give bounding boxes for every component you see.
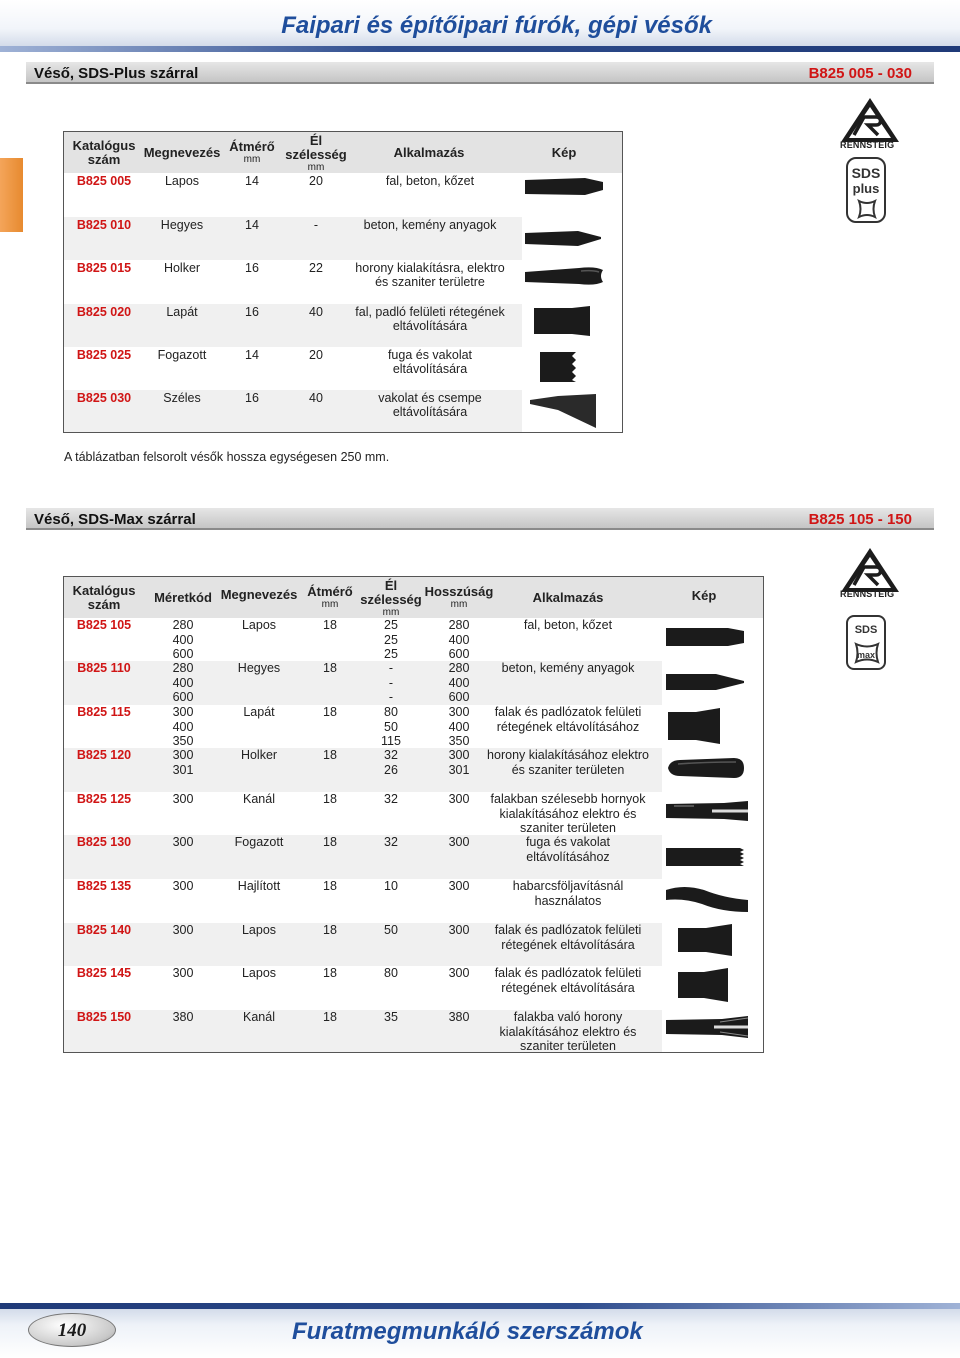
product-name: Hajlított	[237, 879, 281, 893]
flat-chisel-icon	[664, 622, 746, 652]
table-row	[64, 835, 662, 879]
product-name: Lapos	[241, 923, 277, 937]
header-edge-label: Él szélesség	[360, 578, 422, 607]
section-code-range: B825 005 - 030	[808, 65, 912, 82]
header-edge	[356, 579, 426, 618]
size-code-value: 280	[172, 618, 194, 632]
application-text: kialakításához elektro és	[499, 1024, 637, 1039]
header-application: Alkalmazás	[532, 590, 604, 605]
pointed-chisel-icon	[523, 225, 605, 251]
edge-width-value: 25	[384, 647, 398, 661]
product-name: Hegyes	[160, 218, 204, 232]
sds-max-badge	[846, 615, 886, 670]
application-text: rétegének eltávolítására	[501, 980, 635, 995]
table-row	[64, 966, 662, 1010]
application-text: fal, beton, kőzet	[385, 174, 475, 188]
product-name: Kanál	[243, 792, 275, 806]
spade-chisel-icon	[666, 706, 722, 746]
size-code-value: 280	[172, 661, 194, 675]
edge-width-value: -	[388, 675, 394, 690]
product-name: Holker	[163, 261, 201, 275]
edge-width-value: 10	[384, 879, 398, 893]
length-value: 400	[448, 632, 470, 647]
application-text: szaniter területen	[520, 821, 616, 835]
application-text: fuga és vakolat	[387, 348, 473, 362]
table-row	[64, 792, 662, 835]
edge-width-value: 26	[384, 762, 398, 777]
catalog-code: B825 140	[76, 923, 132, 937]
edge-width-value: 40	[309, 305, 323, 319]
table-row	[64, 923, 662, 966]
table-row	[64, 304, 522, 347]
application-text: eltávolítására	[392, 362, 468, 376]
catalog-code: B825 145	[76, 966, 132, 980]
size-code-value: 300	[172, 835, 194, 849]
section-bar-sds-max	[26, 508, 934, 530]
edge-width-value: 22	[309, 261, 323, 275]
application-text: beton, kemény anyagok	[363, 218, 497, 232]
application-text: falakban szélesebb hornyok	[490, 792, 646, 806]
header-diameter-unit: mm	[243, 154, 261, 165]
bent-chisel-icon	[664, 880, 750, 914]
length-value: 300	[448, 966, 470, 980]
application-text: rétegének eltávolításához	[496, 719, 640, 734]
table-row	[64, 1010, 662, 1052]
diameter-value: 16	[245, 305, 259, 319]
application-text: eltávolítására	[392, 319, 468, 333]
edge-width-value: 115	[381, 734, 401, 748]
application-text: szaniter területen	[520, 1039, 616, 1053]
length-value: 300	[448, 923, 470, 937]
edge-width-value: 32	[384, 835, 398, 849]
catalog-code: B825 110	[77, 661, 131, 675]
diameter-value: 18	[323, 966, 337, 980]
flat-chisel-icon	[523, 172, 605, 202]
size-code-value: 300	[172, 966, 194, 980]
application-text: falak és padlózatok felületi	[494, 966, 642, 980]
header-length	[424, 585, 494, 610]
side-tab-marker	[0, 158, 23, 232]
spoon-chisel-icon	[664, 796, 750, 826]
diameter-value: 14	[245, 174, 259, 188]
product-name: Fogazott	[234, 835, 284, 849]
catalog-code: B825 150	[76, 1010, 132, 1024]
sds-plus-badge	[846, 157, 886, 223]
catalog-code: B825 005	[76, 174, 132, 188]
shank-profile-icon	[856, 199, 878, 219]
size-code-value: 350	[172, 734, 194, 748]
footer-title: Furatmegmunkáló szerszámok	[292, 1318, 643, 1345]
edge-width-value: 32	[384, 748, 398, 762]
diameter-value: 18	[323, 792, 337, 806]
header-name: Megnevezés	[143, 145, 221, 160]
application-text: fal, padló felületi rétegének	[355, 305, 505, 319]
header-length-label: Hosszúság	[424, 584, 494, 599]
flat-chisel-wide-icon	[676, 922, 734, 958]
application-text: falak és padlózatok felületi	[494, 923, 642, 937]
edge-width-value: 50	[384, 923, 398, 937]
header-image: Kép	[691, 588, 717, 603]
application-text: és szaniter területen	[511, 762, 625, 777]
header-edge-unit: mm	[382, 607, 400, 618]
toothed-chisel-icon	[664, 842, 746, 872]
header-length-unit: mm	[450, 599, 468, 610]
page-number: 140	[57, 1320, 87, 1341]
product-name: Lapát	[166, 305, 198, 319]
header-diameter	[302, 585, 358, 610]
catalog-code: B825 130	[76, 835, 132, 849]
length-value: 380	[448, 1010, 470, 1024]
product-name: Széles	[163, 391, 201, 405]
header-catalog: Katalógus szám	[72, 138, 136, 167]
diameter-value: 18	[323, 879, 337, 893]
length-value: 300	[448, 792, 470, 806]
header-application: Alkalmazás	[393, 145, 465, 160]
rennsteig-emblem-icon	[838, 545, 902, 595]
length-value: 280	[448, 618, 470, 632]
product-name: Lapos	[241, 966, 277, 980]
section-code-range: B825 105 - 150	[808, 511, 912, 528]
table-row	[64, 217, 522, 260]
application-text: falakba való horony	[513, 1010, 623, 1024]
badge-line1: SDS	[851, 165, 881, 181]
length-value: 400	[448, 675, 470, 690]
brand-label: RENNSTEIG	[840, 140, 895, 150]
header-name: Megnevezés	[220, 587, 298, 602]
section-title: Véső, SDS-Plus szárral	[34, 65, 199, 82]
application-text: fuga és vakolat	[525, 835, 611, 849]
header-diameter-unit: mm	[321, 599, 339, 610]
diameter-value: 16	[245, 261, 259, 275]
length-value: 300	[448, 748, 470, 762]
application-text: eltávolítására	[392, 405, 468, 419]
size-code-value: 300	[172, 923, 194, 937]
length-value: 600	[448, 690, 470, 704]
size-code-value: 300	[172, 705, 194, 719]
length-value: 300	[448, 879, 470, 893]
header-diameter	[224, 140, 280, 165]
product-name: Hegyes	[237, 661, 281, 675]
header-edge-unit: mm	[307, 162, 325, 173]
diameter-value: 18	[323, 618, 337, 632]
header-diameter-label: Átmérő	[229, 139, 275, 154]
application-text: rétegének eltávolítására	[501, 937, 635, 952]
diameter-value: 14	[245, 348, 259, 362]
edge-width-value: 25	[384, 632, 398, 647]
size-code-value: 300	[172, 792, 194, 806]
diameter-value: 18	[323, 923, 337, 937]
table-row	[64, 705, 662, 748]
edge-width-value: -	[388, 690, 394, 704]
sds-max-table	[63, 576, 764, 1053]
catalog-code: B825 135	[76, 879, 132, 893]
edge-width-value: 20	[309, 174, 323, 188]
table-row	[64, 748, 662, 792]
diameter-value: 16	[245, 391, 259, 405]
length-value: 300	[448, 705, 470, 719]
rennsteig-logo	[838, 95, 902, 145]
badge-line2: max	[856, 650, 875, 660]
edge-width-value: 35	[384, 1010, 398, 1024]
table-row	[64, 260, 522, 304]
catalog-code: B825 105	[76, 618, 132, 632]
length-value: 350	[448, 734, 470, 748]
size-code-value: 301	[172, 762, 194, 777]
diameter-value: 18	[323, 835, 337, 849]
spoon-chisel-icon	[664, 1012, 750, 1042]
size-code-value: 400	[172, 719, 194, 734]
edge-width-value: 25	[384, 618, 398, 632]
edge-width-value: 80	[384, 705, 398, 719]
table-row	[64, 173, 522, 217]
size-code-value: 300	[172, 879, 194, 893]
application-text: használatos	[534, 893, 602, 908]
catalog-code: B825 030	[76, 391, 132, 405]
badge-line2: plus	[852, 181, 880, 196]
catalog-code: B825 025	[76, 348, 132, 362]
product-name: Holker	[240, 748, 278, 762]
section-title: Véső, SDS-Max szárral	[34, 511, 196, 528]
header-catalog: Katalógus szám	[72, 583, 136, 612]
edge-width-value: 80	[384, 966, 398, 980]
header-edge	[280, 134, 352, 173]
header-size-code: Méretkód	[154, 590, 212, 605]
table-row	[64, 390, 522, 432]
catalog-code: B825 015	[76, 261, 132, 275]
application-text: és szaniter területre	[375, 275, 485, 289]
rennsteig-logo	[838, 545, 902, 595]
footer-blue-edge	[0, 1303, 960, 1309]
catalog-code: B825 125	[76, 792, 132, 806]
application-text: fal, beton, kőzet	[523, 618, 613, 632]
edge-width-value: 50	[384, 719, 398, 734]
size-code-value: 300	[172, 748, 194, 762]
header-blue-edge	[0, 46, 960, 52]
header-diameter-label: Átmérő	[307, 584, 353, 599]
table-row	[64, 347, 522, 390]
product-name: Fogazott	[157, 348, 207, 362]
badge-line1: SDS	[854, 624, 878, 636]
catalog-code: B825 010	[76, 218, 132, 232]
application-text: vakolat és csempe	[378, 391, 482, 405]
application-text: beton, kemény anyagok	[501, 661, 635, 675]
length-value: 280	[448, 661, 470, 675]
length-value: 301	[448, 762, 470, 777]
size-code-value: 600	[172, 690, 194, 704]
catalog-code: B825 120	[76, 748, 132, 762]
gouge-chisel-icon	[664, 754, 746, 782]
diameter-value: 18	[323, 748, 337, 762]
pointed-chisel-icon	[664, 668, 746, 696]
product-name: Kanál	[243, 1010, 275, 1024]
page-header-title: Faipari és építőipari fúrók, gépi vésők	[281, 12, 712, 39]
section-bar-sds-plus	[26, 62, 934, 84]
header-image: Kép	[551, 145, 577, 160]
size-code-value: 380	[172, 1010, 194, 1024]
brand-label: RENNSTEIG	[840, 589, 895, 599]
header-edge-label: Él szélesség	[285, 133, 347, 162]
gouge-chisel-icon	[523, 262, 605, 292]
application-text: falak és padlózatok felületi	[494, 705, 642, 719]
diameter-value: 18	[323, 661, 337, 675]
toothed-chisel-icon	[538, 350, 578, 384]
table-row	[64, 661, 662, 705]
product-name: Lapos	[241, 618, 277, 632]
application-text: horony kialakításához elektro	[487, 748, 649, 762]
edge-width-value: 40	[309, 391, 323, 405]
length-note: A táblázatban felsorolt vésők hossza egységesen 250 mm.	[64, 450, 390, 464]
size-code-value: 600	[172, 647, 194, 661]
edge-width-value: -	[313, 218, 319, 232]
edge-width-value: 32	[384, 792, 398, 806]
size-code-value: 400	[172, 632, 194, 647]
length-value: 400	[448, 719, 470, 734]
diameter-value: 18	[323, 1010, 337, 1024]
table-row	[64, 618, 662, 661]
spade-chisel-icon	[532, 304, 592, 338]
application-text: kialakításához elektro és	[499, 806, 637, 821]
diameter-value: 18	[323, 705, 337, 719]
table-row	[64, 879, 662, 923]
edge-width-value: -	[388, 661, 394, 675]
application-text: eltávolításához	[526, 849, 610, 864]
application-text: habarcsföljavításnál	[512, 879, 624, 893]
diameter-value: 14	[245, 218, 259, 232]
size-code-value: 400	[172, 675, 194, 690]
catalog-code: B825 115	[77, 705, 131, 719]
rennsteig-emblem-icon	[838, 95, 902, 145]
product-name: Lapos	[164, 174, 200, 188]
length-value: 300	[448, 835, 470, 849]
catalog-code: B825 020	[76, 305, 132, 319]
product-name: Lapát	[243, 705, 275, 719]
flat-chisel-wide-icon	[676, 966, 730, 1004]
application-text: horony kialakításra, elektro	[355, 261, 505, 275]
edge-width-value: 20	[309, 348, 323, 362]
length-value: 600	[448, 647, 470, 661]
wide-chisel-icon	[528, 390, 598, 430]
